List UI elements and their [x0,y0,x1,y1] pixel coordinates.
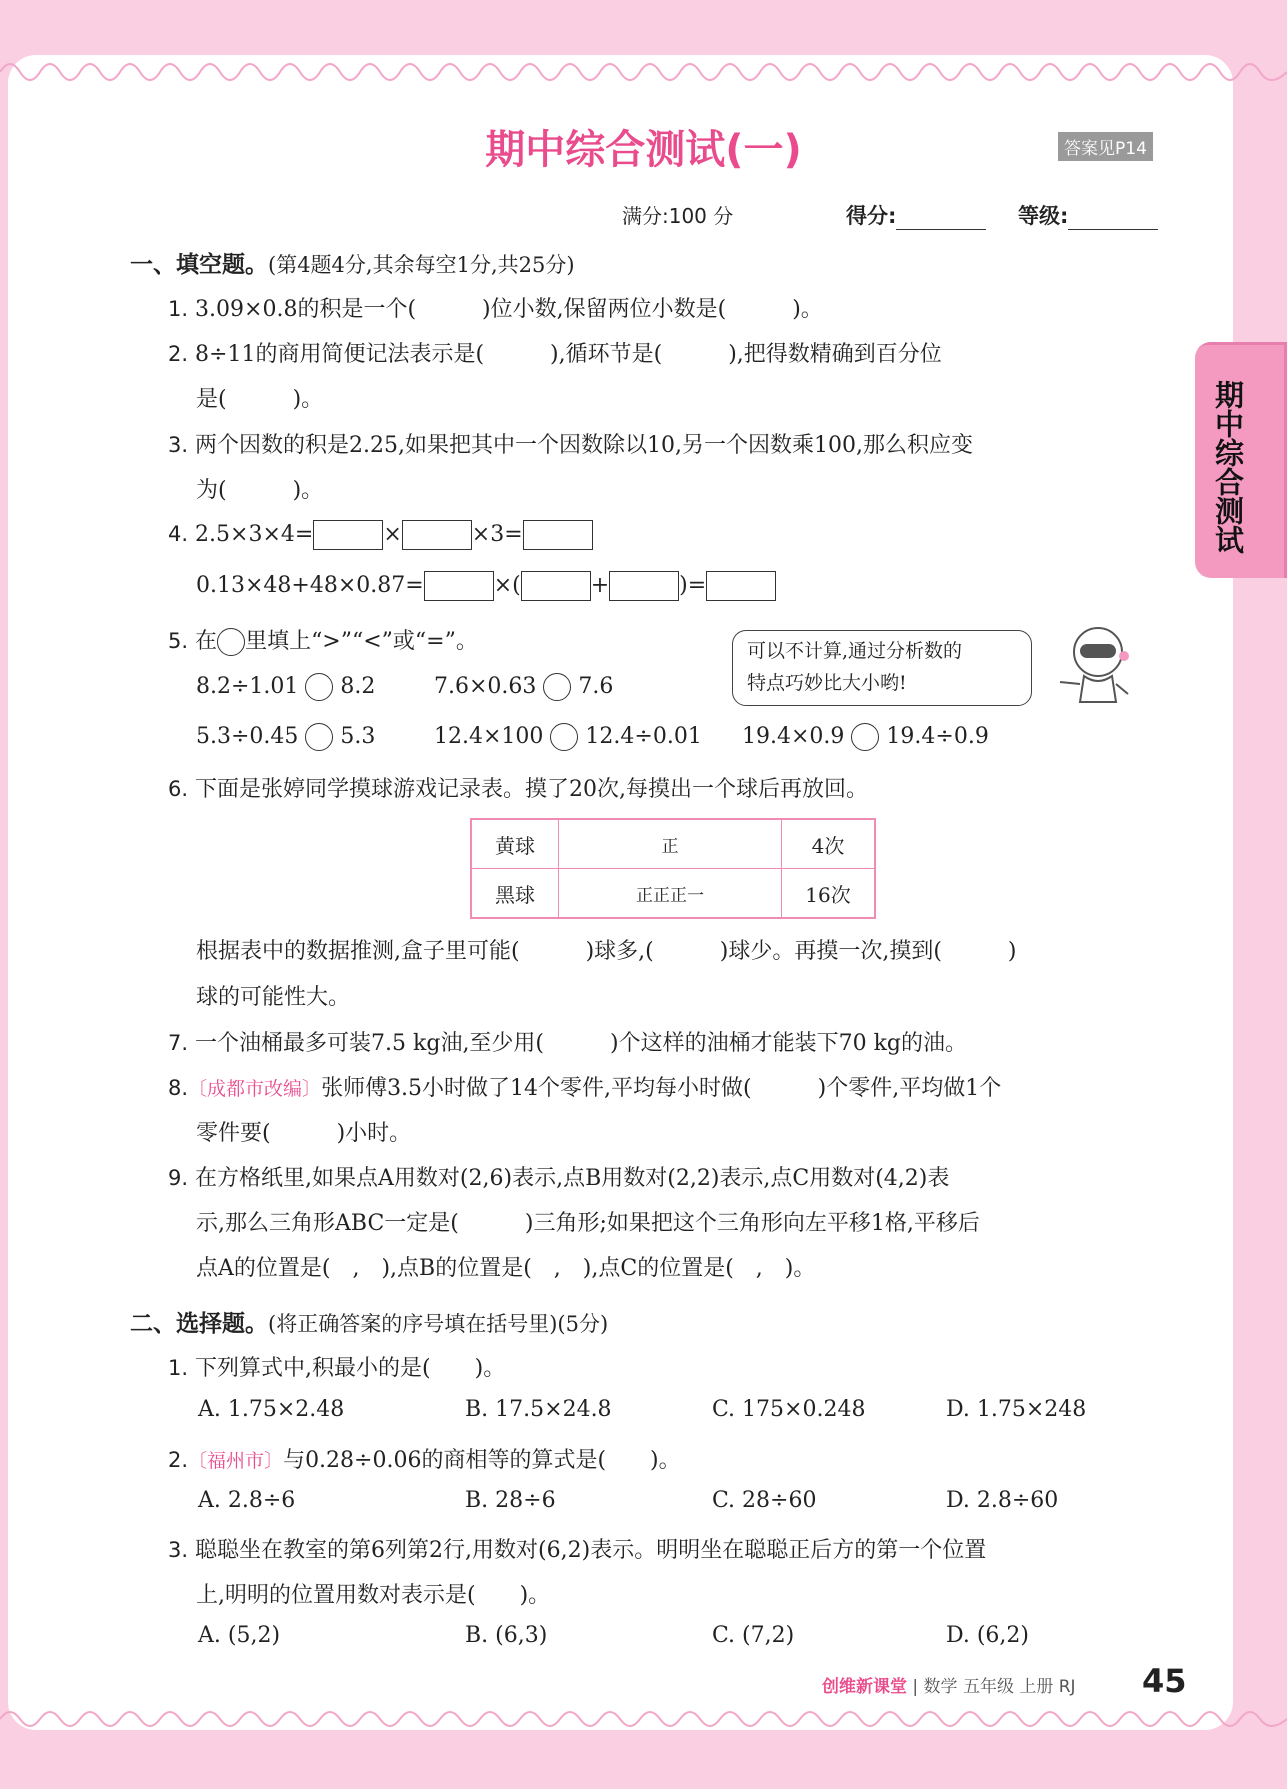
q-text: 聪聪坐在教室的第6列第2行,用数对(6,2)表示。明明坐在聪聪正后方的第一个位置 [195,1538,987,1563]
q1-5-row2b [434,723,702,751]
q1-2-cont: 是( )。 [196,387,324,412]
q1-3-cont: 为( )。 [196,478,324,503]
score-field [846,200,986,230]
page-number: 45 [1142,1662,1187,1700]
q-text: 与0.28÷0.06的商相等的算式是( )。 [283,1448,681,1473]
top-wave-border [0,44,1287,84]
q-text: 两个因数的积是2.25,如果把其中一个因数除以10,另一个因数乘100,那么积应变 [195,433,973,458]
q-text: 下列算式中,积最小的是( )。 [195,1356,506,1381]
grade-field [1018,200,1158,230]
table-row [471,819,875,869]
expr: ×3= [471,522,523,547]
tally-cell: 正 [559,819,782,869]
answer-box[interactable] [523,520,593,550]
q-text: 下面是张婷同学摸球游戏记录表。摸了20次,每摸出一个球后再放回。 [195,777,869,802]
tally-table [470,818,876,919]
side-tab-label: 期中综合测试 [1211,380,1245,554]
answer-reference-badge: 答案见P14 [1058,132,1153,161]
q-text: 在 [195,629,218,654]
q1-9 [168,1161,949,1192]
expr: ×( [493,573,521,598]
q-number: 3. [168,433,189,457]
footer-brand: 创维新课堂 [822,1677,907,1697]
option[interactable]: C. (7,2) [712,1623,795,1648]
expr: 8.2÷1.01 [196,674,299,699]
q1-7 [168,1026,967,1057]
q1-5 [168,624,478,656]
option[interactable]: B. 28÷6 [465,1488,556,1513]
q-number: 9. [168,1166,189,1190]
ball-cell: 黄球 [471,819,559,869]
hint-text: 特点巧妙比大小哟! [747,672,907,694]
score-label: 得分: [846,204,897,228]
q1-4-row1 [168,520,593,550]
q1-6-text: 根据表中的数据推测,盒子里可能( )球多,( )球少。再摸一次,摸到( ) [196,939,1017,964]
section2-heading [130,1305,608,1338]
q-text: 张师傅3.5小时做了14个零件,平均每小时做( )个零件,平均做1个 [321,1076,1002,1101]
expr: 5.3 [340,724,376,749]
expr: 7.6 [578,674,614,699]
page-title: 期中综合测试(一) [485,127,802,173]
count-cell: 4次 [782,819,876,869]
q1-5-row2c [742,723,989,751]
expr: )= [679,573,707,598]
option[interactable]: C. 175×0.248 [712,1397,866,1422]
q-number: 2. [168,342,189,366]
compare-circle[interactable] [851,723,879,751]
q1-9-cont2: 点A的位置是( , ),点B的位置是( , ),点C的位置是( , )。 [196,1256,816,1281]
section2-note: (将正确答案的序号填在括号里)(5分) [268,1312,609,1336]
q-number: 4. [168,522,189,546]
expr: 2.5×3×4= [195,522,314,547]
table-row [471,869,875,919]
q1-5-row2 [196,723,375,751]
q1-8 [168,1071,1001,1102]
ball-cell: 黑球 [471,869,559,919]
score-blank[interactable] [896,207,986,230]
tally-cell: 正正正一 [559,869,782,919]
robot-mascot-icon [1046,622,1146,712]
expr: 12.4×100 [434,724,544,749]
expr: 7.6×0.63 [434,674,537,699]
q-text: 在方格纸里,如果点A用数对(2,6)表示,点B用数对(2,2)表示,点C用数对(4,2)表 [195,1166,950,1191]
option[interactable]: A. 1.75×2.48 [198,1397,345,1422]
q-number: 3. [168,1538,189,1562]
option[interactable]: D. 2.8÷60 [946,1488,1059,1513]
option[interactable]: A. (5,2) [198,1623,281,1648]
q-number: 1. [168,297,189,321]
q-text: 里填上“>”“<”或“=”。 [245,629,478,654]
q-text: 3.09×0.8的积是一个( )位小数,保留两位小数是( )。 [195,297,823,322]
q1-6-cont: 球的可能性大。 [196,985,351,1010]
q-number: 1. [168,1356,189,1380]
expr: 0.13×48+48×0.87= [196,573,424,598]
q1-3 [168,428,973,459]
q2-2 [168,1443,681,1474]
q1-2 [168,337,942,368]
compare-circle[interactable] [543,673,571,701]
section1-note: (第4题4分,其余每空1分,共25分) [268,253,575,277]
footer-info: | 数学 五年级 上册 RJ [912,1677,1076,1697]
expr: 19.4×0.9 [742,724,845,749]
option[interactable]: D. 1.75×248 [946,1397,1087,1422]
expr: + [590,573,610,598]
q-number: 8. [168,1076,189,1100]
option[interactable]: A. 2.8÷6 [198,1488,296,1513]
compare-circle[interactable] [550,723,578,751]
bottom-wave-border [0,1705,1287,1745]
option[interactable]: D. (6,2) [946,1623,1029,1648]
q-text: 8÷11的商用简便记法表示是( ),循环节是( ),把得数精确到百分位 [195,342,942,367]
circle-icon [217,628,245,656]
compare-circle[interactable] [305,673,333,701]
q-number: 2. [168,1448,189,1472]
q2-3 [168,1533,986,1564]
full-score: 满分:100 分 [622,204,734,228]
answer-box[interactable] [706,571,776,601]
expr: × [383,522,402,547]
q-number: 5. [168,629,189,653]
expr: 5.3÷0.45 [196,724,299,749]
section1-title: 一、填空题。 [130,252,268,278]
count-cell: 16次 [782,869,876,919]
answer-box[interactable] [313,520,383,550]
q1-9-cont1: 示,那么三角形ABC一定是( )三角形;如果把这个三角形向左平移1格,平移后 [196,1211,980,1236]
source-tag: 〔成都市改编〕 [188,1078,322,1100]
option[interactable]: B. 17.5×24.8 [465,1397,612,1422]
expr: 12.4÷0.01 [585,724,702,749]
answer-box[interactable] [521,571,591,601]
q-number: 7. [168,1031,189,1055]
q1-6 [168,772,868,803]
hint-text: 可以不计算,通过分析数的 [747,640,963,662]
option[interactable]: C. 28÷60 [712,1488,817,1513]
q2-3-cont: 上,明明的位置用数对表示是( )。 [196,1583,551,1608]
q1-5-row1 [196,673,375,701]
answer-box[interactable] [609,571,679,601]
q1-5-row1b [434,673,613,701]
compare-circle[interactable] [305,723,333,751]
q1-1 [168,292,823,323]
q2-1 [168,1351,505,1382]
answer-box[interactable] [424,571,494,601]
expr: 19.4÷0.9 [886,724,989,749]
answer-box[interactable] [402,520,472,550]
q1-4-row2 [196,571,776,601]
option[interactable]: B. (6,3) [465,1623,548,1648]
q-number: 6. [168,777,189,801]
hint-bubble [732,630,1032,706]
source-tag: 〔福州市〕 [188,1450,284,1472]
grade-label: 等级: [1018,204,1069,228]
footer [822,1672,1076,1697]
expr: 8.2 [340,674,376,699]
section2-title: 二、选择题。 [130,1311,268,1337]
grade-blank[interactable] [1068,207,1158,230]
q-text: 一个油桶最多可装7.5 kg油,至少用( )个这样的油桶才能装下70 kg的油。 [195,1031,968,1056]
q1-8-cont: 零件要( )小时。 [196,1121,412,1146]
section1-heading [130,246,575,279]
